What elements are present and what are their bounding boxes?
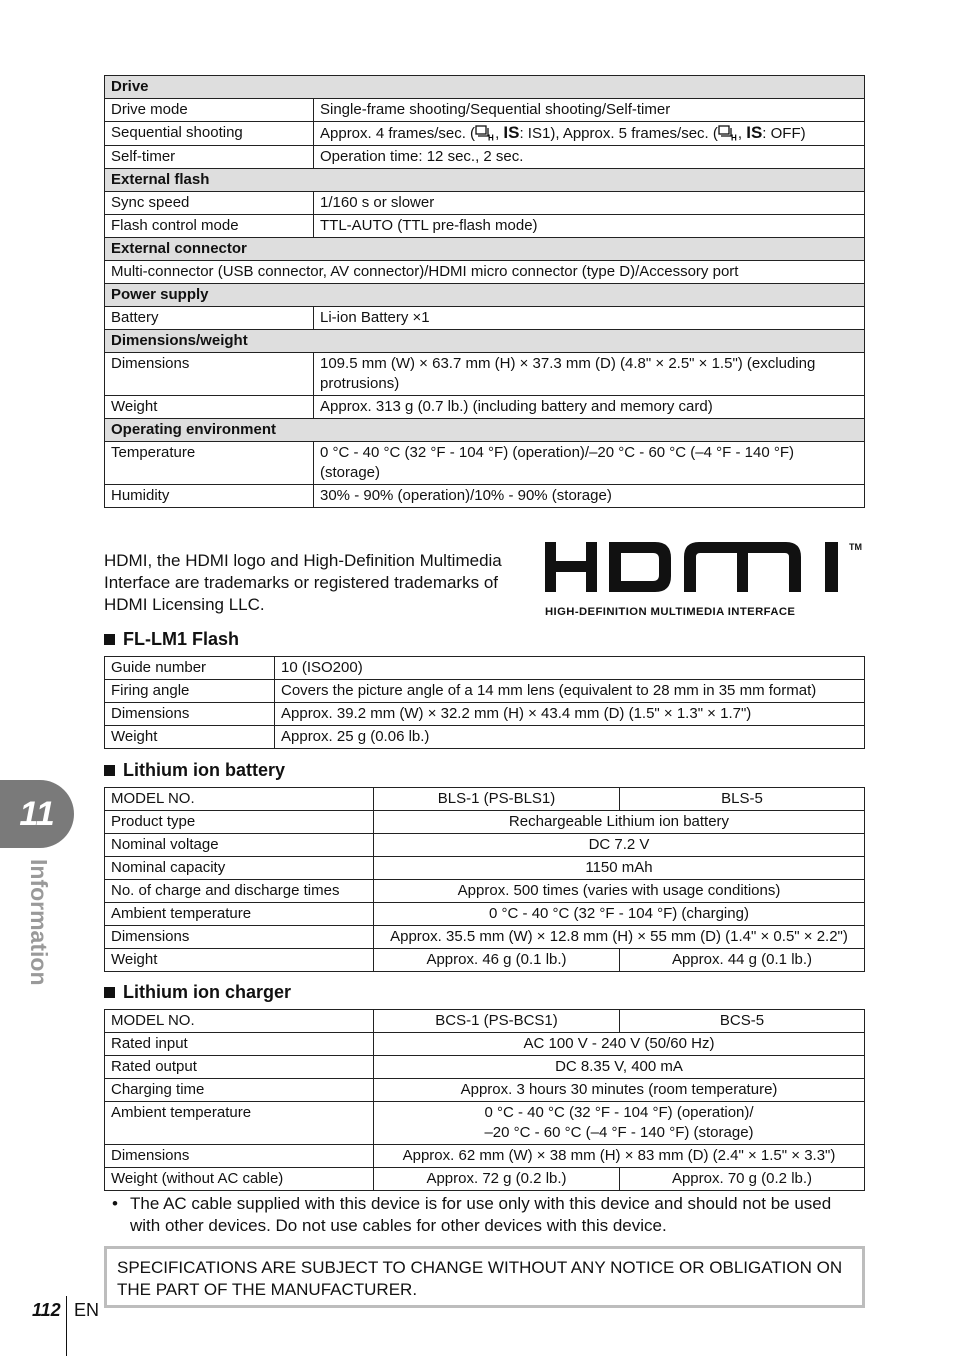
table-row: Guide number 10 (ISO200) — [105, 657, 865, 680]
page-language: EN — [74, 1300, 100, 1320]
charger-section-title: Lithium ion charger — [104, 982, 291, 1003]
table-row: MODEL NO. BLS-1 (PS-BLS1) BLS-5 — [105, 788, 865, 811]
square-bullet-icon — [104, 987, 115, 998]
table-row: Dimensions 109.5 mm (W) × 63.7 mm (H) × 37.3 mm (D) (4.8" × 2.5" × 1.5") (excluding protrusions) — [105, 353, 865, 396]
table-row: Weight (without AC cable) Approx. 72 g (0.2 lb.) Approx. 70 g (0.2 lb.) — [105, 1168, 865, 1191]
charger-table — [104, 1009, 865, 1191]
sequential-value: Approx. 4 frames/sec. ( H , IS: IS1), Approx. 5 frames/sec. ( H , IS: OFF) — [314, 122, 865, 146]
table-row: Drive mode Single-frame shooting/Sequential shooting/Self-timer — [105, 99, 865, 122]
chapter-label: Information — [26, 859, 52, 986]
environment-header: Operating environment — [105, 419, 865, 442]
table-row: Humidity 30% - 90% (operation)/10% - 90% (storage) — [105, 485, 865, 508]
bullet: • — [112, 1194, 118, 1213]
sequential-h-icon — [718, 125, 738, 141]
power-header: Power supply — [105, 284, 865, 307]
table-row: Ambient temperature 0 °C - 40 °C (32 °F - 104 °F) (operation)/ –20 °C - 60 °C (–4 °F - 140 °F) (storage) — [105, 1102, 865, 1145]
hdmi-tagline: HIGH-DEFINITION MULTIMEDIA INTERFACE — [545, 606, 796, 618]
table-row: Ambient temperature 0 °C - 40 °C (32 °F - 104 °F) (charging) — [105, 903, 865, 926]
spec-table — [104, 75, 865, 508]
square-bullet-icon — [104, 765, 115, 776]
table-row: Weight Approx. 46 g (0.1 lb.) Approx. 44 g (0.1 lb.) — [105, 949, 865, 972]
table-row: Flash control mode TTL-AUTO (TTL pre-flash mode) — [105, 215, 865, 238]
specification-notice: SPECIFICATIONS ARE SUBJECT TO CHANGE WITHOUT ANY NOTICE OR OBLIGATION ON THE PART OF THE MANUFACTURER. — [104, 1246, 865, 1308]
hdmi-tm: TM — [849, 542, 862, 552]
table-row: Product type Rechargeable Lithium ion battery — [105, 811, 865, 834]
page-number: 112 — [32, 1300, 61, 1320]
table-row: Weight Approx. 25 g (0.06 lb.) — [105, 726, 865, 749]
square-bullet-icon — [104, 634, 115, 645]
table-row: Multi-connector (USB connector, AV connector)/HDMI micro connector (type D)/Accessory port — [105, 261, 865, 284]
chapter-tab — [0, 780, 74, 848]
table-row: Temperature 0 °C - 40 °C (32 °F - 104 °F) (operation)/–20 °C - 60 °C (–4 °F - 140 °F) (storage) — [105, 442, 865, 485]
hdmi-logo — [543, 537, 868, 619]
table-row: Rated input AC 100 V - 240 V (50/60 Hz) — [105, 1033, 865, 1056]
is-icon: IS — [503, 123, 520, 142]
table-row: Battery Li-ion Battery ×1 — [105, 307, 865, 330]
table-row: Self-timer Operation time: 12 sec., 2 sec. — [105, 146, 865, 169]
is-icon: IS — [746, 123, 763, 142]
sequential-h-icon — [475, 125, 495, 141]
dimensions-header: Dimensions/weight — [105, 330, 865, 353]
table-row: Sequential shooting Approx. 4 frames/sec. ( H , IS: IS1), Approx. 5 frames/sec. ( H , IS: OFF) — [105, 122, 865, 146]
footer-divider — [66, 1296, 67, 1356]
table-row: Rated output DC 8.35 V, 400 mA — [105, 1056, 865, 1079]
flash-table — [104, 656, 865, 749]
battery-table — [104, 787, 865, 972]
table-row: Nominal capacity 1150 mAh — [105, 857, 865, 880]
table-row: No. of charge and discharge times Approx. 500 times (varies with usage conditions) — [105, 880, 865, 903]
table-row: Firing angle Covers the picture angle of a 14 mm lens (equivalent to 28 mm in 35 mm format) — [105, 680, 865, 703]
table-row: Charging time Approx. 3 hours 30 minutes (room temperature) — [105, 1079, 865, 1102]
flash-section-title: FL-LM1 Flash — [104, 629, 239, 650]
table-row: Sync speed 1/160 s or slower — [105, 192, 865, 215]
table-row: MODEL NO. BCS-1 (PS-BCS1) BCS-5 — [105, 1010, 865, 1033]
table-row: Nominal voltage DC 7.2 V — [105, 834, 865, 857]
chapter-number: 11 — [19, 794, 55, 833]
table-row: Dimensions Approx. 35.5 mm (W) × 12.8 mm (H) × 55 mm (D) (1.4" × 0.5" × 2.2") — [105, 926, 865, 949]
table-row: Dimensions Approx. 39.2 mm (W) × 32.2 mm (H) × 43.4 mm (D) (1.5" × 1.3" × 1.7") — [105, 703, 865, 726]
ac-cable-note: • The AC cable supplied with this device is for use only with this device and should not be used with other devices. Do not use cables for other devices with this device. — [112, 1194, 832, 1235]
flash-header: External flash — [105, 169, 865, 192]
svg-text:H: H — [730, 133, 737, 141]
table-row: Weight Approx. 313 g (0.7 lb.) (including battery and memory card) — [105, 396, 865, 419]
drive-header: Drive — [105, 76, 865, 99]
battery-section-title: Lithium ion battery — [104, 760, 285, 781]
svg-text:H: H — [488, 133, 494, 141]
trademark-text: HDMI, the HDMI logo and High-Definition Multimedia Interface are trademarks or registered trademarks of HDMI Licensing LLC. — [104, 551, 502, 614]
table-row: Dimensions Approx. 62 mm (W) × 38 mm (H) × 83 mm (D) (2.4" × 1.5" × 3.3") — [105, 1145, 865, 1168]
connector-header: External connector — [105, 238, 865, 261]
